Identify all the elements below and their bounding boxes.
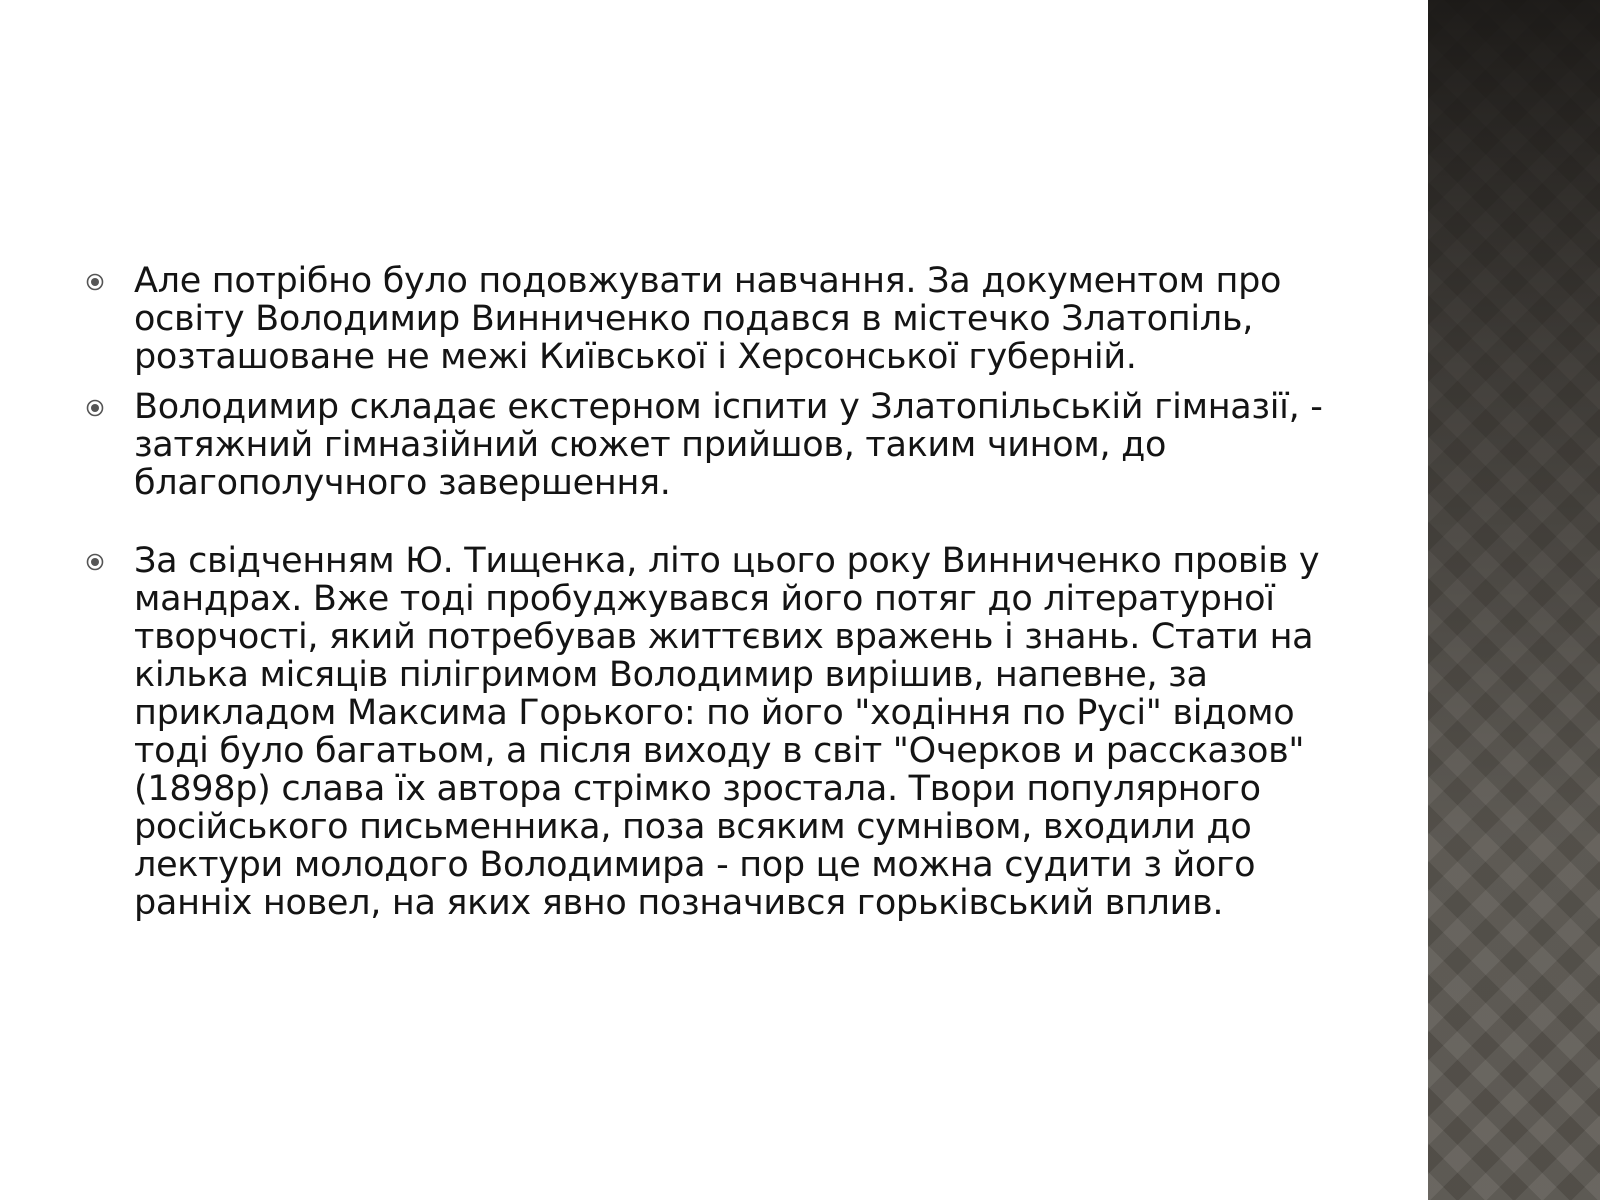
decorative-side-band bbox=[1428, 0, 1600, 1200]
slide-content bbox=[86, 262, 1346, 934]
bullet-item bbox=[86, 542, 1346, 922]
bullet-list bbox=[86, 262, 1346, 922]
bullet-text: Володимир складає екстерном іспити у Златопільській гімназії, - затяжний гімназійний сюжет прийшов, таким чином, до благополучного завершення. bbox=[134, 387, 1323, 503]
circled-dot-icon bbox=[86, 399, 104, 417]
bullet-text: Але потрібно було подовжувати навчання. За документом про освіту Володимир Винниченко подався в містечко Златопіль, розташоване не межі Київської і Херсонської губерній. bbox=[134, 261, 1282, 377]
circled-dot-icon bbox=[86, 273, 104, 291]
bullet-item bbox=[86, 262, 1346, 376]
bullet-item bbox=[86, 388, 1346, 502]
bullet-text: За свідченням Ю. Тищенка, літо цього року Винниченко провів у мандрах. Вже тоді пробуджувався його потяг до літературної творчості, який потребував життєвих вражень і знань. Стати на кілька місяців пілігримом Володимир вирішив, напевне, за прикладом Максима Горького: по його "ходіння по Русі" відомо тоді було багатьом, а після виходу в світ "Очерков и рассказов" (1898р) слава їх автора стрімко зростала. Твори популярного російського письменника, поза всяким сумнівом, входили до лектури молодого Володимира - пор це можна судити з його ранніх новел, на яких явно позначився горьківський вплив. bbox=[134, 541, 1320, 923]
circled-dot-icon bbox=[86, 553, 104, 571]
